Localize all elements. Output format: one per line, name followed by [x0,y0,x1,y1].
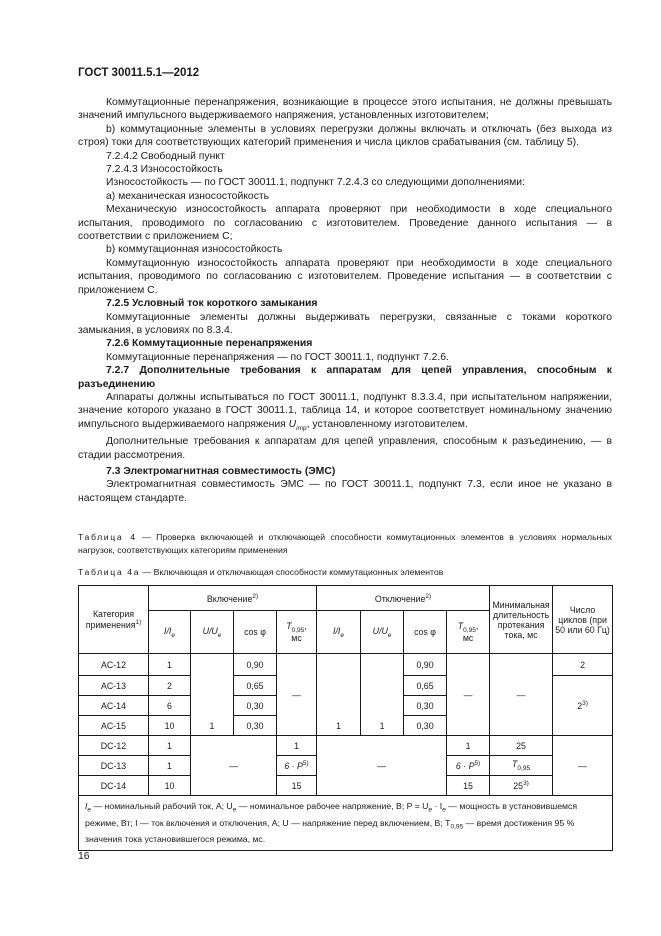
header-make: Включение$^{2)}$ [149,586,317,611]
cell: 1 [447,736,490,756]
cell: — [317,736,447,796]
cell: 0,90 [404,654,447,676]
cell: 1 [149,756,191,776]
caption-label: Таблица 4 [78,532,137,542]
page-number: 16 [78,851,90,862]
cell: 0,90 [234,654,277,676]
paragraph: Дополнительные требования к аппаратам для цепей управления, способным к разъединению, — в стадии рассмотрения. [78,436,612,461]
cell: 2 [149,676,191,696]
header-break: Отключение$^{2)}$ [317,586,490,611]
paragraph: Износостойкость — по ГОСТ 30011.1, подпункт 7.2.4.3 со следующими дополнениями: [106,177,526,189]
subscript: imp [296,424,307,432]
subheader-cos: cos φ [404,611,447,654]
cell: 15 [277,776,317,796]
cell: $6 \cdot P^{5)}$ [277,756,317,776]
paragraph: Коммутационные перенапряжения — по ГОСТ 30011.1, подпункт 7.2.6. [106,351,449,363]
caption-text: — Включающая и отключающая способности коммутационных элементов [140,567,444,577]
paragraph: Электромагнитная совместимость ЭМС — по ГОСТ 30011.1, подпункт 7.3, если иное не указано в настоящем стандарте. [78,479,612,504]
paragraph: b) коммутационная износостойкость [106,244,283,256]
cell: — [490,654,553,736]
cell: 0,30 [404,716,447,736]
cell: 0,65 [404,676,447,696]
cell: 2$^{3)}$ [553,676,613,736]
cell: 25$^{3)}$ [490,776,553,796]
table-4a [78,585,613,851]
section-heading-7-2-7: 7.2.7 Дополнительные требования к аппаратам для цепей управления, способным к разъединению [78,365,612,390]
cell: 1 [191,654,234,736]
cell: AC-14 [79,696,149,716]
cell: DC-14 [79,776,149,796]
document-header: ГОСТ 30011.5.1—2012 [78,67,200,79]
paragraph: b) коммутационные элементы в условиях перегрузки должны включать и отключать (без выхода из строя) токи для соответствующих категорий применения и числа циклов срабатывания (см. таблицу 5). [78,123,612,149]
subheader-t95: $T_{0,95}$, мс [277,611,317,654]
subheader-voltage: $U/U_e$ [191,611,234,654]
cell: — [447,654,490,736]
paragraph [78,391,612,435]
table-footnote: $I_e$ — номинальный рабочий ток, А; $U_e$ — номинальное рабочее напряжение, В; $P = U_e \cdot I_e$ — мощность в установившемся режиме, Вт; I — ток включения и отключения, А; U — напряжение перед включением, В; $T_{0,95}$ — время достижения 95 % значения тока установившегося режима, мс. [79,796,613,851]
section-heading-7-3: 7.3 Электромагнитная совместимость (ЭМС) [106,466,336,478]
subheader-t95: $T_{0,95}$, мс [447,611,490,654]
paragraph: Коммутационные перенапряжения, возникающие в процессе этого испытания, не должны превышать значений импульсного выдерживаемого напряжения, установленных изготовителем; [78,97,612,122]
paragraph: 7.2.4.3 Износостойкость [106,164,223,176]
cell: 0,30 [234,716,277,736]
cell: 10 [149,716,191,736]
section-heading-7-2-5: 7.2.5 Условный ток короткого замыкания [106,298,318,310]
paragraph: 7.2.4.2 Свободный пункт [106,150,225,162]
caption-text: — Проверка включающей и отключающей способности коммутационных элементов в условиях нормальных нагрузок, соответствующих категориям применения [78,532,612,555]
cell: 1 [317,654,361,736]
header-min-duration: Минимальная длительность протекания тока, мс [490,586,553,654]
text-run: , установленному изготовителем. [306,418,468,430]
cell: 2 [553,654,613,676]
subheader-cos: cos φ [234,611,277,654]
caption-label: Таблица 4а [78,567,141,577]
cell: 25 [490,736,553,756]
cell: — [191,736,277,796]
table-row [79,654,613,676]
text-run: Аппараты должны испытываться по ГОСТ 30011.1, подпункт 8.3.3.4, при испытательном напряжении, значение которого указано в ГОСТ 30011.1, таблица 14, и которое соответствует номинальному значению импульсного выдерживаемого напряжения [78,391,612,430]
cell: DC-13 [79,756,149,776]
subheader-current: $I/I_e$ [149,611,191,654]
cell: 1 [361,654,404,736]
cell: — [553,736,613,796]
paragraph: Коммутационные элементы должны выдерживать перегрузки, связанные с токами короткого замыкания, в условиях по 8.3.4. [78,311,612,336]
cell: 1 [149,736,191,756]
subheader-voltage: $U/U_e$ [361,611,404,654]
cell: 15 [447,776,490,796]
cell: $T_{0,95}$ [490,756,553,776]
paragraph: Коммутационную износостойкость аппарата проверяют при необходимости в ходе специального испытания, проводимого по согласованию с изготовителем. Проведение испытания — в соответствии с приложением С. [78,257,612,296]
paragraph: Механическую износостойкость аппарата проверяют при необходимости в ходе специального испытания, проводимого по согласованию с изготовителем. Проведение данного испытания — в соответствии с приложением С; [78,204,612,243]
cell: 6 [149,696,191,716]
table-4-caption [78,531,612,556]
cell: $6 \cdot P^{5)}$ [447,756,490,776]
table-4a-caption [78,566,612,579]
subheader-current: $I/I_e$ [317,611,361,654]
cell: 0,30 [234,696,277,716]
cell: — [277,654,317,736]
header-category: Категория применения$^{1)}$ [79,586,149,654]
cell: AC-12 [79,654,149,676]
body-text [78,96,612,505]
cell: 0,30 [404,696,447,716]
cell: 10 [149,776,191,796]
cell: AC-13 [79,676,149,696]
cell: 1 [149,654,191,676]
variable: U [288,418,297,430]
header-cycles: Число циклов (при 50 или 60 Гц) [553,586,613,654]
table-row [79,736,613,756]
cell: 0,65 [234,676,277,696]
cell: 1 [277,736,317,756]
cell: AC-15 [79,716,149,736]
cell: DC-12 [79,736,149,756]
section-heading-7-2-6: 7.2.6 Коммутационные перенапряжения [106,338,313,350]
paragraph: а) механическая износостойкость [106,190,270,202]
